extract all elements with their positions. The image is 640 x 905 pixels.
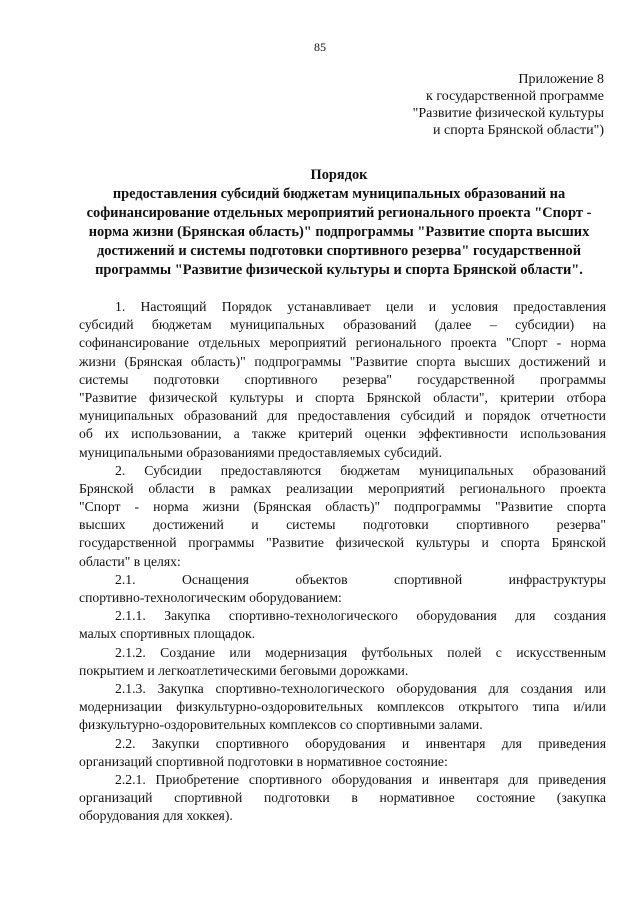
body-line: системы подготовки спортивного резерва" государственной программы xyxy=(79,371,606,387)
document-title xyxy=(72,166,606,280)
body-line: 2.1.2. Создание или модернизация футбольных полей с искусственным xyxy=(115,644,606,660)
body-line: покрытием и легкоатлетическими беговыми дорожками. xyxy=(79,662,409,678)
body-line: "Спорт - норма жизни (Брянская область)" подпрограммы "Развитие спорта xyxy=(79,499,606,515)
body-line: 2.2. Закупки спортивного оборудования и инвентаря для приведения xyxy=(115,735,606,751)
body-line: муниципальных образований для предоставления субсидий и порядок отчетности xyxy=(79,408,606,424)
body-line: физкультурно-оздоровительных комплексов со спортивными залами. xyxy=(79,717,483,733)
body-line: организаций спортивной подготовки в нормативное состояние (закупка xyxy=(79,790,606,806)
body-line: 2.1.3. Закупка спортивно-технологического оборудования для создания или xyxy=(115,680,606,696)
body-line: субсидий бюджетам муниципальных образований (далее – субсидии) на xyxy=(79,317,606,333)
body-line: 2.2.1. Приобретение спортивного оборудования и инвентаря для приведения xyxy=(115,771,606,787)
body-line: высших достижений и системы подготовки спортивного резерва" xyxy=(79,517,606,533)
body-line: жизни (Брянская область)" подпрограммы "Развитие спорта высших достижений и xyxy=(79,353,606,369)
body-line: об их использовании, а также критерий оценки эффективности использования xyxy=(79,426,606,442)
document-body xyxy=(79,298,606,825)
page-number: 85 xyxy=(314,40,326,54)
body-line: малых спортивных площадок. xyxy=(79,626,256,642)
body-line: муниципальными образованиями предоставляемых субсидий. xyxy=(79,444,443,460)
body-line: оборудования для хоккея). xyxy=(79,808,233,824)
appendix-reference xyxy=(413,71,604,139)
body-line: 2. Субсидии предоставляются бюджетам муниципальных образований xyxy=(115,462,606,478)
appendix-line: Приложение 8 xyxy=(518,72,604,87)
body-line: 2.1. Оснащения объектов спортивной инфраструктуры xyxy=(115,571,606,587)
title-heading: Порядок xyxy=(310,167,368,183)
appendix-line: к государственной программе xyxy=(426,89,604,104)
title-line: софинансирование отдельных мероприятий регионального проекта "Спорт - xyxy=(86,205,592,221)
body-line: софинансирование отдельных мероприятий регионального проекта "Спорт - норма xyxy=(79,335,606,351)
body-line: области" в целях: xyxy=(79,553,181,569)
body-line: организаций спортивной подготовки в нормативное состояние: xyxy=(79,753,448,769)
title-line: программы "Развитие физической культуры и спорта Брянской области". xyxy=(95,262,583,278)
body-line: Брянской области в рамках реализации мероприятий регионального проекта xyxy=(79,480,606,496)
body-line: спортивно-технологическим оборудованием: xyxy=(79,590,342,605)
appendix-line: "Развитие физической культуры xyxy=(412,106,604,121)
body-line: 2.1.1. Закупка спортивно-технологического оборудования для создания xyxy=(115,608,606,624)
body-line: 1. Настоящий Порядок устанавливает цели и условия предоставления xyxy=(115,299,606,314)
appendix-line: и спорта Брянской области") xyxy=(433,123,604,138)
title-line: достижений и системы подготовки спортивного резерва" государственной xyxy=(97,243,581,259)
body-line: "Развитие физической культуры и спорта Брянской области", критерии отбора xyxy=(79,389,606,405)
body-line: модернизации физкультурно-оздоровительных комплексов открытого типа и/или xyxy=(79,699,606,715)
body-line: государственной программы "Развитие физической культуры и спорта Брянской xyxy=(79,535,606,551)
title-line: норма жизни (Брянская область)" подпрограммы "Развитие спорта высших xyxy=(88,224,590,240)
title-line: предоставления субсидий бюджетам муниципальных образований на xyxy=(112,186,566,202)
